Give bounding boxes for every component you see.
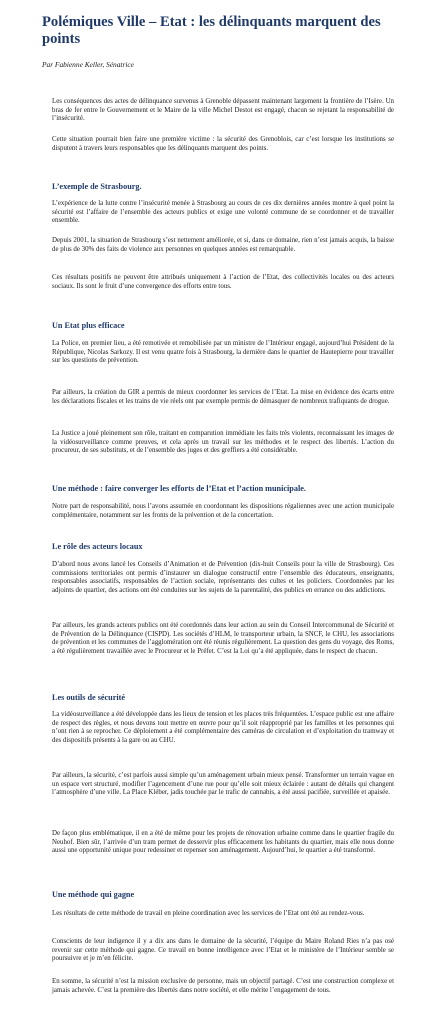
- article-author: Par Fabienne Keller, Sénatrice: [42, 60, 134, 69]
- section-1-paragraph-1: L’expérience de la lutte contre l’insécurité menée à Strasbourg au cours de ces dix dernières années montre à quel point la sécurité est l’affaire de l’ensemble des acteurs publics et exige une volonté commune de se coordonner et de travailler ensemble.: [52, 200, 394, 225]
- section-heading-gagne: Une méthode qui gagne: [52, 890, 135, 899]
- intro-paragraph-2: Cette situation pourrait bien faire une première victime : la sécurité des Grenoblois, car c’est lorsque les institutions se disputent à travers leurs responsables que les délinquants marquent des points.: [52, 136, 394, 152]
- section-6-paragraph-2: Conscients de leur indigence il y a dix ans dans le domaine de la sécurité, l’équipe du Maire Roland Ries n’a pas osé revenir sur cette méthode qui gagne. Ce travail en bonne intelligence avec l’Etat et le ministère de l’Intérieur semble se poursuivre et je m’en félicite.: [52, 938, 394, 963]
- section-2-paragraph-1: La Police, en premier lieu, a été remotivée et remobilisée par un ministre de l’Intérieur engagé, aujourd’hui Président de la République, Nicolas Sarkozy. Il est venu quatre fois à Strasbourg, la dernière dans le quartier de Hautepierre pour travailler sur les questions de prévention.: [52, 340, 394, 365]
- section-6-paragraph-3: En somme, la sécurité n’est la mission exclusive de personne, mais un objectif partagé. C’est une construction complexe et jamais achevée. C’est la première des libertés dans notre société, et elle mérite l’engagement de tous.: [52, 978, 394, 994]
- section-4-paragraph-2: Par ailleurs, les grands acteurs publics ont été coordonnés dans leur action au sein du Conseil Intercommunal de Sécurité et de Prévention de la Délinquance (CISPD). Les sociétés d’HLM, le transporteur urbain, la SNCF, le CHU, les associations de prévention et les communes de l’agglomération ont été réunis régulièrement. La question des gens du voyage, des Roms, a été régulièrement travaillée avec le Procureur et le Préfet. C’est la Loi qu’a été appliquée, dans le respect de chacun.: [52, 622, 394, 655]
- section-5-paragraph-1: La vidéosurveillance a été développée dans les lieux de tension et les places très fréquentées. L’espace public est une affaire de respect des règles, et nous devons tout mettre en œuvre pour qu’il soit réapproprié par les familles et les personnes qui n’ont rien à se reprocher. Ce déploiement a été complémentaire des caméras de circulation et d’exploitation du tramway et des dispositifs présents à la gare ou au CHU.: [52, 711, 394, 744]
- section-heading-acteurs: Le rôle des acteurs locaux: [52, 542, 143, 551]
- section-5-paragraph-3: De façon plus emblématique, il en a été de même pour les projets de rénovation urbaine comme dans le quartier fragile du Neuhof. Bien sûr, l’arrivée d’un tram permet de desservir plus efficacement les habitants du quartier, mais elle nous donne aussi une opportunité unique pour redessiner et repenser son aménagement. Aujourd’hui, le quartier a été transformé.: [52, 830, 394, 855]
- section-3-paragraph-1: Notre part de responsabilité, nous l’avons assumée en coordonnant les dispositions régaliennes avec une action municipale complémentaire, notamment sur les fronts de la prévention et de la concertation.: [52, 503, 394, 519]
- section-5-paragraph-2: Par ailleurs, la sécurité, c’est parfois aussi simple qu’un aménagement urbain mieux pensé. Transformer un terrain vague en un espace vert structuré, modifier l’agencement d’une rue pour qu’elle soit mieux éclairée : autant de détails qui changent l’atmosphère d’une ville. La Place Kléber, jadis touchée par le trafic de cannabis, a été aussi pacifiée, surveillée et apaisée.: [52, 772, 394, 797]
- section-1-paragraph-2: Depuis 2001, la situation de Strasbourg s’est nettement améliorée, et si, dans ce domaine, rien n’est jamais acquis, la baisse de plus de 30% des faits de violence aux personnes en quelques années est remarquable.: [52, 237, 394, 253]
- section-heading-strasbourg: L’exemple de Strasbourg.: [52, 182, 142, 191]
- section-heading-etat: Un Etat plus efficace: [52, 321, 125, 330]
- section-2-paragraph-2: Par ailleurs, la création du GIR a permis de mieux coordonner les services de l’Etat. La mise en évidence des écarts entre les déclarations fiscales et les trains de vie réels ont par exemple permis de démasquer de nombreux trafiquants de drogue.: [52, 389, 394, 405]
- section-4-paragraph-1: D’abord nous avons lancé les Conseils d’Animation et de Prévention (dix-huit Conseils pour la ville de Strasbourg). Ces commissions territoriales ont permis d’instaurer un dialogue constructif entre l’ensemble des éducateurs, enseignants, responsables associatifs, responsables de l’action sociale, représentants des cultes et les policiers. Coordonnées par les adjoints de quartier, des actions ont été conduites sur les sujets de la parentalité, des publics en errance ou des addictions.: [52, 561, 394, 594]
- section-2-paragraph-3: La Justice a joué pleinement son rôle, traitant en comparution immédiate les faits très violents, reconnaissant les images de la vidéosurveillance comme preuves, et cela après un travail sur les méthodes et le respect des libertés. L’action du procureur, de ses substituts, et de l’ensemble des juges et des greffiers a été considérable.: [52, 430, 394, 455]
- intro-paragraph-1: Les conséquences des actes de délinquance survenus à Grenoble dépassent maintenant largement la frontière de l’Isère. Un bras de fer entre le Gouvernement et le Maire de la ville Michel Destot est engagé, chacun se rejetant la responsabilité de l’insécurité.: [52, 98, 394, 123]
- section-heading-outils: Les outils de sécurité: [52, 693, 125, 702]
- article-title: Polémiques Ville – Etat : les délinquants marquent des points: [42, 14, 381, 47]
- section-6-paragraph-1: Les résultats de cette méthode de travail en pleine coordination avec les services de l’Etat ont été au rendez-vous.: [52, 910, 365, 917]
- section-1-paragraph-3: Ces résultats positifs ne peuvent être attribués uniquement à l’action de l’Etat, des collectivités locales ou des acteurs sociaux. Ils sont le fruit d’une convergence des efforts entre tous.: [52, 274, 394, 290]
- section-heading-methode: Une méthode : faire converger les efforts de l’Etat et l’action municipale.: [52, 484, 306, 493]
